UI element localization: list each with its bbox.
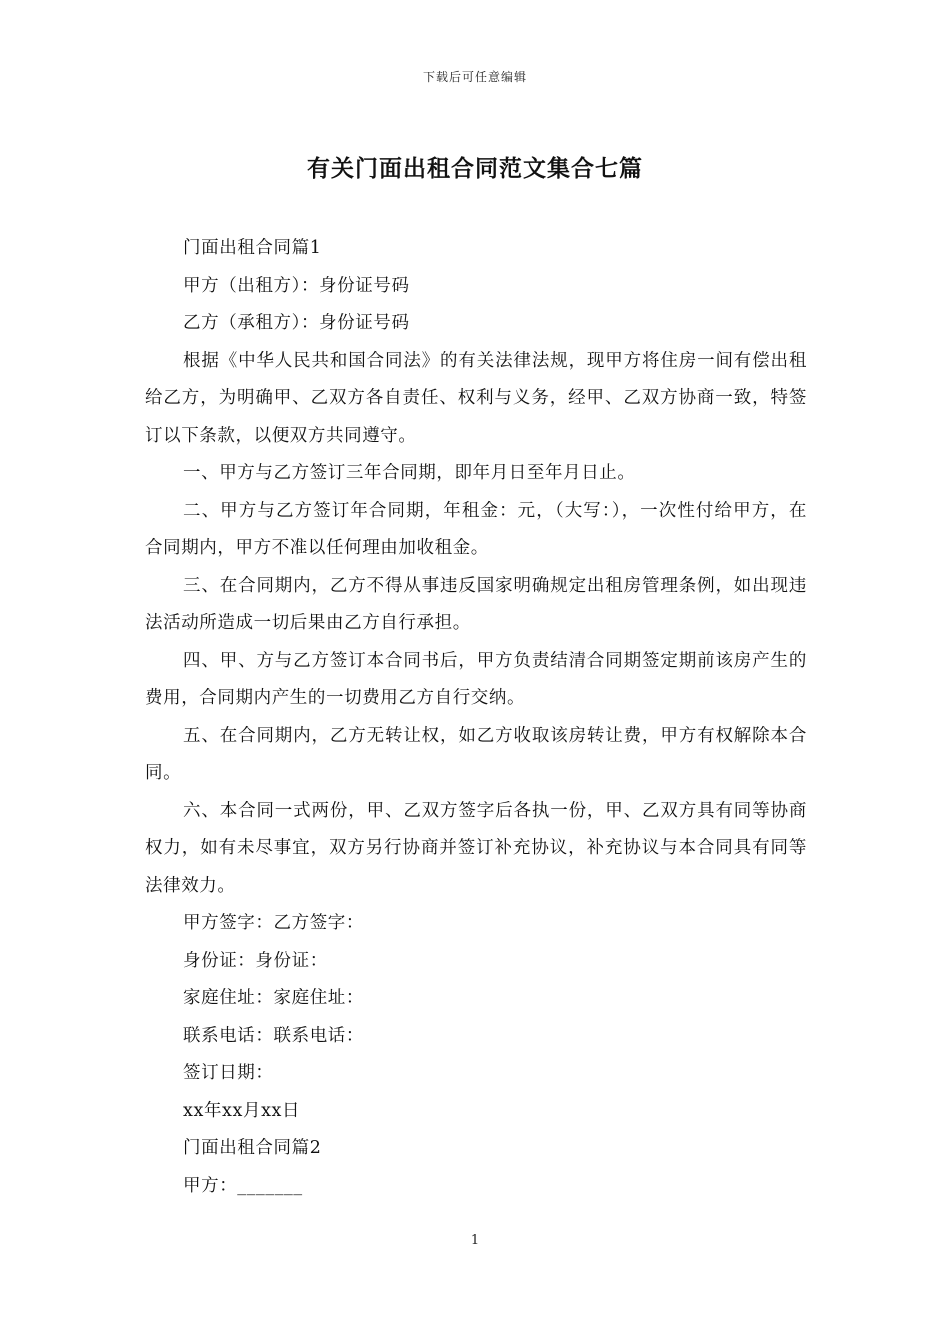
document-title: 有关门面出租合同范文集合七篇 (307, 156, 643, 182)
party-b-line: 乙方（承租方）：身份证号码 (183, 313, 410, 333)
party-a-line: 甲方（出租方）：身份证号码 (183, 275, 410, 296)
party-a-blank-line: 甲方：_______ (183, 1175, 303, 1196)
clause-3: 三、在合同期内，乙方不得从事违反国家明确规定出租房管理条例，如出现违法活动所造成一切后果由乙方自行承担。 (145, 575, 807, 633)
clause-6: 六、本合同一式两份，甲、乙双方签字后各执一份，甲、乙双方具有同等协商权力，如有未尽事宜，双方另行协商并签订补充协议，补充协议与本合同具有同等法律效力。 (145, 800, 807, 896)
clause-2: 二、甲方与乙方签订年合同期，年租金：元，（大写：），一次性付给甲方，在合同期内，甲方不准以任何理由加收租金。 (145, 500, 807, 558)
signing-date-label: 签订日期： (183, 1063, 274, 1083)
home-address-line: 家庭住址：家庭住址： (183, 988, 364, 1008)
document-body (145, 230, 807, 1205)
header-note: 下载后可任意编辑 (422, 70, 527, 84)
id-card-line: 身份证：身份证： (183, 950, 328, 971)
clause-4: 四、甲、方与乙方签订本合同书后，甲方负责结清合同期签定期前该房产生的费用，合同期内产生的一切费用乙方自行交纳。 (145, 650, 807, 708)
page-number: 1 (470, 1233, 480, 1248)
clause-5: 五、在合同期内，乙方无转让权，如乙方收取该房转让费，甲方有权解除本合同。 (145, 725, 807, 783)
preamble-paragraph: 根据《中华人民共和国合同法》的有关法律法规，现甲方将住房一间有偿出租给乙方，为明确甲、乙双方各自责任、权利与义务，经甲、乙双方协商一致，特签订以下条款，以便双方共同遵守。 (145, 350, 807, 446)
phone-line: 联系电话：联系电话： (183, 1025, 364, 1046)
section-heading-2: 门面出租合同篇2 (183, 1138, 322, 1158)
signature-line: 甲方签字：乙方签字： (183, 913, 364, 933)
section-heading-1: 门面出租合同篇1 (183, 238, 322, 258)
clause-1: 一、甲方与乙方签订三年合同期，即年月日至年月日止。 (183, 463, 636, 483)
signing-date-value: xx年xx月xx日 (183, 1100, 301, 1121)
